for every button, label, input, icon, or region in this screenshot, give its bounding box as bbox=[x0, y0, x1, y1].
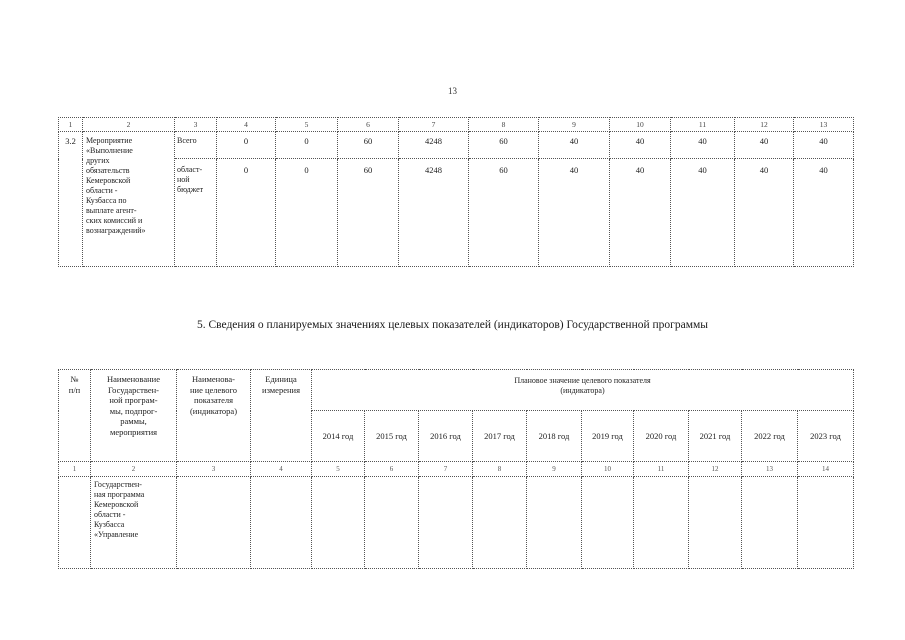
table-cell bbox=[312, 477, 365, 569]
year-header: 2021 год bbox=[689, 411, 742, 462]
table-cell: 60 bbox=[469, 132, 539, 159]
column-number: 8 bbox=[473, 462, 527, 477]
year-header: 2015 год bbox=[365, 411, 419, 462]
table-cell bbox=[473, 477, 527, 569]
year-header: 2019 год bbox=[582, 411, 634, 462]
column-number: 10 bbox=[610, 118, 671, 132]
column-number: 5 bbox=[312, 462, 365, 477]
column-number-row bbox=[59, 462, 854, 477]
planned-value-header: Плановое значение целевого показателя (индикатора) bbox=[312, 370, 854, 411]
funding-source: област- ной бюджет bbox=[175, 159, 217, 267]
column-number: 6 bbox=[338, 118, 399, 132]
table-cell: 40 bbox=[671, 132, 735, 159]
table-cell: 4248 bbox=[399, 159, 469, 267]
table-cell: 0 bbox=[217, 132, 276, 159]
target-indicators-table bbox=[58, 369, 854, 569]
column-number: 12 bbox=[735, 118, 794, 132]
table-cell: 40 bbox=[539, 159, 610, 267]
table-cell: 40 bbox=[610, 132, 671, 159]
table-cell: 0 bbox=[217, 159, 276, 267]
page-number: 13 bbox=[448, 86, 457, 96]
column-number: 1 bbox=[59, 118, 83, 132]
table-cell: 40 bbox=[735, 132, 794, 159]
number-column-header: № п/п bbox=[59, 370, 91, 462]
column-number: 13 bbox=[742, 462, 798, 477]
table-cell bbox=[798, 477, 854, 569]
funding-source: Всего bbox=[175, 132, 217, 159]
table-cell bbox=[251, 477, 312, 569]
unit-column-header: Единица измерения bbox=[251, 370, 312, 462]
table-cell: 40 bbox=[794, 132, 854, 159]
table-cell: 60 bbox=[469, 159, 539, 267]
table-cell: 4248 bbox=[399, 132, 469, 159]
table-cell: 40 bbox=[671, 159, 735, 267]
column-number: 11 bbox=[671, 118, 735, 132]
year-header: 2016 год bbox=[419, 411, 473, 462]
column-number: 4 bbox=[217, 118, 276, 132]
column-number: 2 bbox=[91, 462, 177, 477]
table-cell bbox=[742, 477, 798, 569]
column-number: 11 bbox=[634, 462, 689, 477]
column-number: 7 bbox=[399, 118, 469, 132]
table-cell bbox=[582, 477, 634, 569]
column-number: 14 bbox=[798, 462, 854, 477]
table-cell: 40 bbox=[539, 132, 610, 159]
program-name-column-header: Наименование Государствен- ной програм- мы, подпрог- раммы, мероприятия bbox=[91, 370, 177, 462]
column-number: 3 bbox=[175, 118, 217, 132]
column-number: 4 bbox=[251, 462, 312, 477]
column-number: 5 bbox=[276, 118, 338, 132]
table-cell bbox=[177, 477, 251, 569]
table-cell bbox=[419, 477, 473, 569]
section-title: 5. Сведения о планируемых значениях целевых показателей (индикаторов) Государственной программы bbox=[196, 319, 709, 331]
table-cell: 60 bbox=[338, 132, 399, 159]
table-header-row bbox=[59, 370, 854, 411]
table-cell bbox=[689, 477, 742, 569]
column-number: 9 bbox=[527, 462, 582, 477]
year-header: 2014 год bbox=[312, 411, 365, 462]
program-name: Государствен- ная программа Кемеровской области - Кузбасса «Управление bbox=[91, 477, 177, 569]
column-number: 7 bbox=[419, 462, 473, 477]
column-number: 13 bbox=[794, 118, 854, 132]
year-header: 2017 год bbox=[473, 411, 527, 462]
indicator-name-column-header: Наименова- ние целевого показателя (индикатора) bbox=[177, 370, 251, 462]
table-row bbox=[59, 132, 854, 159]
activity-funding-table bbox=[58, 117, 854, 267]
year-header: 2023 год bbox=[798, 411, 854, 462]
table-cell: 40 bbox=[735, 159, 794, 267]
table-header-row bbox=[59, 118, 854, 132]
table-cell: 40 bbox=[794, 159, 854, 267]
table-cell: 60 bbox=[338, 159, 399, 267]
table-cell bbox=[527, 477, 582, 569]
table-cell bbox=[365, 477, 419, 569]
year-header: 2020 год bbox=[634, 411, 689, 462]
activity-name: Мероприятие «Выполнение других обязательств Кемеровской области - Кузбасса по выплате агент- ских комиссий и вознаграждений» bbox=[83, 132, 175, 267]
column-number: 10 bbox=[582, 462, 634, 477]
table-cell bbox=[634, 477, 689, 569]
column-number: 8 bbox=[469, 118, 539, 132]
table-row bbox=[59, 477, 854, 569]
year-header: 2022 год bbox=[742, 411, 798, 462]
year-header: 2018 год bbox=[527, 411, 582, 462]
column-number: 1 bbox=[59, 462, 91, 477]
table-cell: 40 bbox=[610, 159, 671, 267]
table-cell: 0 bbox=[276, 159, 338, 267]
table-row bbox=[59, 159, 854, 267]
column-number: 12 bbox=[689, 462, 742, 477]
column-number: 9 bbox=[539, 118, 610, 132]
table-cell bbox=[59, 477, 91, 569]
column-number: 3 bbox=[177, 462, 251, 477]
column-number: 2 bbox=[83, 118, 175, 132]
column-number: 6 bbox=[365, 462, 419, 477]
row-number: 3.2 bbox=[59, 132, 83, 267]
table-cell: 0 bbox=[276, 132, 338, 159]
